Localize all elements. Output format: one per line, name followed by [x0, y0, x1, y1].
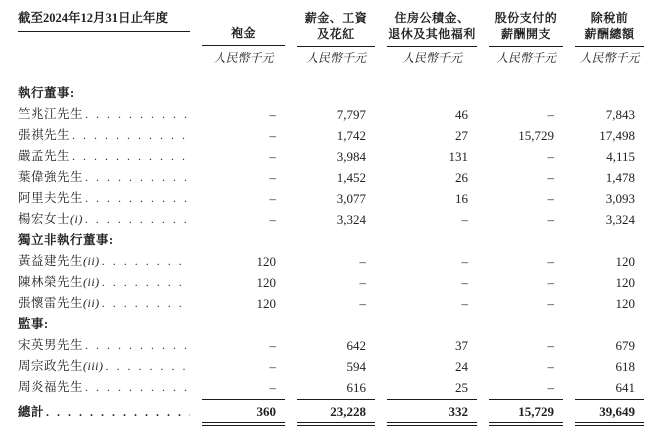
table-row [18, 335, 644, 356]
column-header-line2: 薪酬開支 [500, 27, 551, 41]
cell-value: 1,478 [605, 170, 635, 185]
person-name: 楊宏女士 [18, 212, 71, 226]
cell-value: 37 [455, 338, 468, 353]
total-label: 總計 [18, 405, 45, 419]
dot-leader [102, 272, 190, 293]
dot-leader [85, 167, 190, 188]
column-header-line1: 股份支付的 [494, 11, 558, 25]
unit-label: 人民幣千元 [305, 51, 366, 65]
total-value: 360 [202, 399, 285, 426]
dot-leader [72, 146, 190, 167]
person-name: 陳林榮先生 [18, 275, 84, 289]
column-header-housing-benefits [375, 10, 477, 47]
row-label-cell [18, 293, 190, 314]
column-header-line2: 退休及其他福利 [388, 27, 476, 41]
dot-leader [85, 188, 190, 209]
section-header: 執行董事: [18, 86, 75, 100]
table-row [18, 146, 644, 167]
person-name: 張懷雷先生 [18, 296, 84, 310]
cell-value: – [269, 170, 276, 185]
row-label-cell [18, 377, 190, 398]
cell-value: – [547, 212, 554, 227]
total-value: 332 [387, 399, 477, 426]
person-name: 嚴孟先生 [18, 149, 71, 163]
column-header-share-payment [477, 10, 563, 47]
table-header [18, 10, 644, 47]
total-label-cell [18, 399, 190, 426]
cell-value: – [359, 275, 366, 290]
cell-value: – [547, 380, 554, 395]
column-header-total-pretax [563, 10, 644, 47]
cell-value: 131 [448, 149, 468, 164]
footnote-marker: (iii) [83, 359, 104, 373]
cell-value: 3,324 [336, 212, 366, 227]
footnote-marker: (ii) [83, 254, 100, 268]
table-row [18, 251, 644, 272]
row-label-cell [18, 188, 190, 209]
row-label-cell [18, 146, 190, 167]
person-name: 葉偉強先生 [18, 170, 84, 184]
cell-value: – [269, 191, 276, 206]
cell-value: – [547, 275, 554, 290]
table-row [18, 104, 644, 125]
dot-leader [72, 125, 190, 146]
table-row [18, 125, 644, 146]
cell-value: 3,077 [336, 191, 366, 206]
cell-value: – [461, 275, 468, 290]
cell-value: – [269, 359, 276, 374]
cell-value: 120 [615, 254, 635, 269]
cell-value: – [547, 191, 554, 206]
table-row [18, 167, 644, 188]
column-header-line2: 薪酬總額 [584, 27, 635, 41]
unit-label: 人民幣千元 [401, 51, 462, 65]
cell-value: 26 [455, 170, 468, 185]
cell-value: 641 [615, 380, 635, 395]
cell-value: 120 [256, 296, 276, 311]
column-header-line2: 及花紅 [317, 27, 355, 41]
cell-value: – [547, 338, 554, 353]
column-header-line2: 袍金 [230, 26, 256, 40]
cell-value: 3,324 [605, 212, 635, 227]
cell-value: 594 [346, 359, 366, 374]
cell-value: 4,115 [606, 149, 635, 164]
person-name: 張祺先生 [18, 128, 71, 142]
cell-value: 15,729 [518, 128, 554, 143]
person-name: 周宗政先生 [18, 359, 84, 373]
row-label-cell [18, 251, 190, 272]
cell-value: 16 [455, 191, 468, 206]
cell-value: – [269, 149, 276, 164]
dot-leader [46, 399, 190, 426]
section-header: 監事: [18, 317, 49, 331]
person-name: 阿里夫先生 [18, 191, 84, 205]
person-name: 竺兆江先生 [18, 107, 84, 121]
row-label-cell [18, 125, 190, 146]
section-header-row [18, 230, 644, 251]
cell-value: – [547, 254, 554, 269]
cell-value: 1,742 [336, 128, 366, 143]
row-label-cell [18, 272, 190, 293]
column-header-line1: 薪金、工資 [304, 11, 368, 25]
cell-value: 642 [346, 338, 366, 353]
cell-value: 616 [346, 380, 366, 395]
total-value: 39,649 [575, 399, 644, 426]
column-header-salaries [285, 10, 375, 47]
row-label-cell [18, 356, 190, 377]
cell-value: 1,452 [336, 170, 366, 185]
total-value: 23,228 [297, 399, 375, 426]
dot-leader [102, 251, 190, 272]
cell-value: – [461, 212, 468, 227]
cell-value: – [269, 128, 276, 143]
cell-value: – [547, 296, 554, 311]
cell-value: – [359, 254, 366, 269]
dot-leader [85, 377, 190, 398]
dot-leader [106, 356, 190, 377]
row-label-cell [18, 335, 190, 356]
section-header: 獨立非執行董事: [18, 233, 114, 247]
cell-value: 120 [615, 296, 635, 311]
table-row [18, 293, 644, 314]
table-row [18, 209, 644, 230]
dot-leader [85, 335, 190, 356]
row-label-cell [18, 167, 190, 188]
cell-value: – [547, 359, 554, 374]
cell-value: 120 [256, 275, 276, 290]
table-body [18, 83, 644, 398]
column-header-line1: 除稅前 [590, 11, 629, 25]
footnote-marker: (ii) [83, 275, 100, 289]
cell-value: 17,498 [599, 128, 635, 143]
cell-value: – [461, 296, 468, 311]
cell-value: 618 [615, 359, 635, 374]
cell-value: 120 [615, 275, 635, 290]
table-row [18, 356, 644, 377]
unit-row [18, 47, 644, 66]
person-name: 宋英男先生 [18, 338, 84, 352]
total-value: 15,729 [489, 399, 563, 426]
row-label-cell [18, 104, 190, 125]
cell-value: – [547, 170, 554, 185]
cell-value: – [269, 212, 276, 227]
total-row [18, 399, 644, 426]
footnote-marker: (i) [70, 212, 83, 226]
cell-value: 120 [256, 254, 276, 269]
cell-value: 3,984 [336, 149, 366, 164]
column-header-fees [190, 10, 285, 47]
cell-value: – [269, 338, 276, 353]
cell-value: – [269, 380, 276, 395]
cell-value: 3,093 [605, 191, 635, 206]
cell-value: 679 [615, 338, 635, 353]
section-header-row [18, 314, 644, 335]
cell-value: – [547, 107, 554, 122]
unit-label: 人民幣千元 [213, 51, 274, 65]
row-label-cell [18, 209, 190, 230]
dot-leader [85, 209, 190, 230]
cell-value: – [359, 296, 366, 311]
footnote-marker: (ii) [83, 296, 100, 310]
dot-leader [85, 104, 190, 125]
period-label: 截至2024年12月31日止年度 [18, 10, 190, 32]
person-name: 周炎福先生 [18, 380, 84, 394]
dot-leader [102, 293, 190, 314]
table-row [18, 272, 644, 293]
cell-value: 25 [455, 380, 468, 395]
cell-value: 27 [455, 128, 468, 143]
cell-value: – [269, 107, 276, 122]
cell-value: 46 [455, 107, 468, 122]
unit-label: 人民幣千元 [495, 51, 556, 65]
column-header-line1: 住房公積金、 [394, 11, 470, 25]
cell-value: – [461, 254, 468, 269]
table-row [18, 377, 644, 398]
section-header-row [18, 83, 644, 104]
cell-value: 7,843 [605, 107, 635, 122]
table-row [18, 188, 644, 209]
person-name: 黃益建先生 [18, 254, 84, 268]
cell-value: 7,797 [336, 107, 366, 122]
period-header-cell [18, 10, 190, 47]
unit-label: 人民幣千元 [579, 51, 640, 65]
cell-value: – [547, 149, 554, 164]
cell-value: 24 [455, 359, 468, 374]
